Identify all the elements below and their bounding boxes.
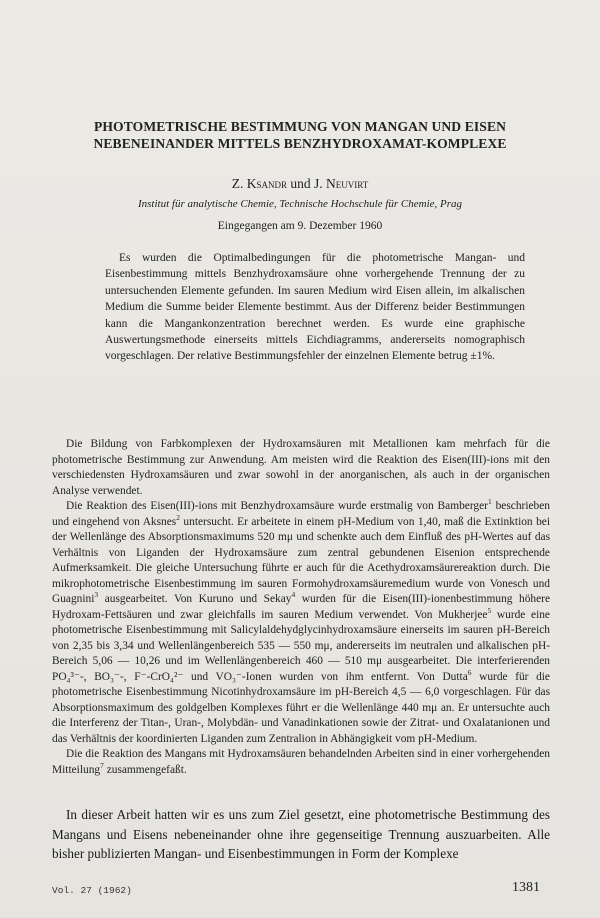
paragraph-literature	[52, 499, 550, 747]
reference-marker: 2	[176, 512, 180, 522]
page-number: 1381	[512, 880, 540, 895]
reference-marker: 1	[487, 497, 492, 507]
text-segment: ausgearbeitet. Von Kuruno und Sekay	[98, 593, 292, 605]
reference-marker: 7	[100, 760, 104, 770]
paragraph-intro: Die Bildung von Farbkomplexen der Hydroxamsäuren mit Metallionen kam mehrfach für die photometrische Bestimmung zur Anwendung. Am meisten wird die Reaktion des Eisen(III)-ions mit den verschiedensten Hydroxamsäuren und zwar sowohl in der anorganischen, als auch in der organischen Analyse verwendet.	[52, 438, 550, 497]
text-segment: wurde eine photometrische Eisenbestimmung mit Salicylaldehydglycinhydroxamsäure einerseits im sauren pH-Bereich von 2,35 bis 3,34 und Wellenlängenbereich 535 — 550 mμ, andererseits im neutralen und alkalischen pH-Bereich 5,06 — 10,26 und im Wellenlängenbereich 460 — 510 mμ ausgearbeitet. Die interferierenden PO₄³⁻-, BO₃⁻-, F⁻-CrO₄²⁻ und VO₃⁻-Ionen wurden von ihm entfernt. Von Dutta	[52, 608, 550, 683]
author-connector: und	[290, 176, 311, 191]
abstract-text: Es wurden die Optimalbedingungen für die photometrische Mangan- und Eisenbestimmung mittels Benzhydroxamsäure ohne vorhergehende Trennung der zu untersuchenden Elemente gefunden. Im sauren Medium wird Eisen allein, im alkalischen Medium die Summe beider Elemente bestimmt. Aus der Differenz beider Bestimmungen kann die Mangankonzentration berechnet werden. Es wurde eine graphische Auswertungsmethode einerseits mittels Eichdiagramms, andererseits nomographisch vorgeschlagen. Der relative Bestimmungsfehler der einzelnen Elemente betrug ±1%.	[105, 252, 525, 363]
text-segment: zusammengefaßt.	[103, 763, 187, 776]
text-segment: wurden für die Eisen(III)-ionenbestimmung höhere Hydroxam-Fettsäuren und zwar gleichfalls im sauren Medium verwendet. Von Mukherjee	[52, 593, 550, 621]
author-line	[0, 176, 600, 192]
article-title: PHOTOMETRISCHE BESTIMMUNG VON MANGAN UND EISEN NEBENEINANDER MITTELS BENZHYDROXAMAT-KOMPLEXE	[93, 119, 507, 151]
text-segment: Die die Reaktion des Mangans mit Hydroxamsäuren behandelnden Arbeiten sind in einer vorhergehenden Mitteilung	[52, 748, 550, 776]
institute-affiliation: Institut für analytische Chemie, Technische Hochschule für Chemie, Prag	[137, 198, 463, 210]
reference-marker: 6	[467, 667, 472, 677]
author-first: Z. Ksandr	[231, 176, 288, 191]
paragraph-aim: In dieser Arbeit hatten wir es uns zum Ziel gesetzt, eine photometrische Bestimmung des Mangans und Eisens nebeneinander ohne ihre gegenseitige Trennung auszuarbeiten. Alle bisher publizierten Mangan- und Eisenbestimmungen in Form der Komplexe	[52, 807, 550, 861]
text-segment: untersucht. Er arbeitete in einem pH-Medium von 1,40, maß die Extinktion bei der Wellenlänge des Absorptionsmaximums 520 mμ und schenkte auch dem Einfluß des pH-Wertes auf das Verhältnis von Liganden der Hydroxamsäure zum zentral gebundenen Eisenion entsprechende Aufmerksamkeit. Die gleiche Untersuchung führte er auch für die Acethydroxamsäurereaktion durch. Die mikrophotometrische Eisenbestimmung im sauren Formohydroxamsäuremedium wurde von Vonesch und Guagnini	[52, 515, 550, 605]
reference-marker: 5	[487, 605, 492, 615]
text-segment: beschrieben und eingehend von Aksnes	[52, 500, 550, 528]
text-segment: Die Reaktion des Eisen(III)-ions mit Benzhydroxamsäure wurde erstmalig von Bamberger	[66, 500, 488, 512]
body-text-large	[52, 805, 550, 864]
author-second: J. Neuvirt	[314, 176, 369, 191]
text-segment: wurde für die photometrische Eisenbestimmung Nicotinhydroxamsäure im pH-Bereich 4,5 — 6,0 vorgeschlagen. Für das Absorptionsmaximum des goldgelben Komplexes führt er die Wellenlänge 440 mμ an. Er untersuchte auch die Interferenz der Titan-, Uran-, Molybdän- und Vanadinkationen sowie der Zitrat- und Oxalatanionen und das Verhältnis der koordinierten Liganden zum Zentralion in Abhängigkeit vom pH-Medium.	[52, 670, 550, 745]
body-text	[52, 437, 550, 778]
volume-info: Vol. 27 (1962)	[52, 885, 132, 896]
reference-marker: 4	[291, 590, 296, 600]
reference-marker: 3	[94, 590, 99, 600]
received-date: Eingegangen am 9. Dezember 1960	[217, 220, 383, 232]
paragraph-manganese	[52, 747, 550, 778]
